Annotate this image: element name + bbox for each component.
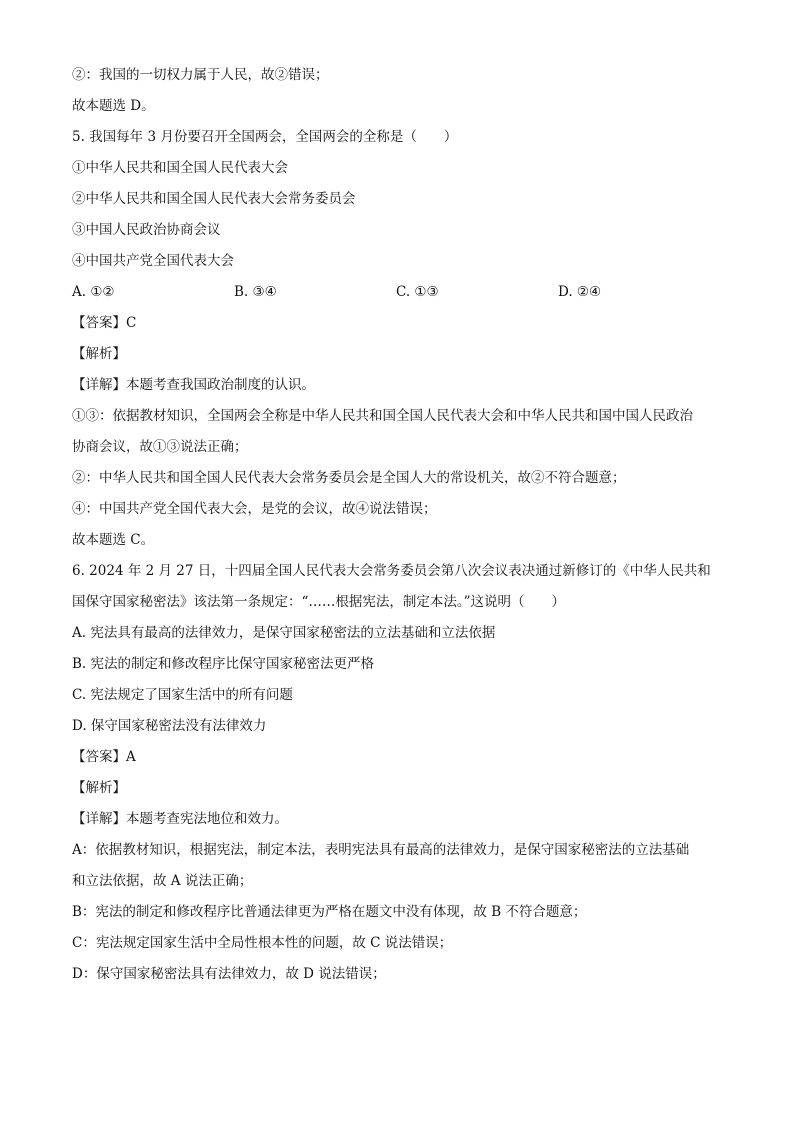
q6-option-d: D. 保守国家秘密法没有法律效力 bbox=[72, 718, 267, 734]
q5-explain-4: ④：中国共产党全国代表大会，是党的会议，故④说法错误； bbox=[72, 501, 437, 517]
q6-explain-3: B：宪法的制定和修改程序比普通法律更为严格在题文中没有体现，故 B 不符合题意； bbox=[72, 904, 587, 920]
q5-option-a: A. ①② bbox=[72, 284, 115, 300]
prev-explain-line: ②：我国的一切权力属于人民，故②错误； bbox=[72, 67, 329, 83]
q5-option-c: C. ①③ bbox=[396, 284, 439, 300]
q6-explain-2: 和立法依据，故 A 说法正确； bbox=[72, 873, 253, 889]
q5-explain-1: ①③：依据教材知识，全国两会全称是中华人民共和国全国人民代表大会和中华人民共和国中国人民政治 bbox=[72, 408, 693, 424]
q5-conclusion: 故本题选 C。 bbox=[72, 532, 155, 548]
q5-answer: 【答案】C bbox=[72, 315, 137, 331]
q6-detail: 【详解】本题考查宪法地位和效力。 bbox=[72, 811, 288, 827]
q6-option-c: C. 宪法规定了国家生活中的所有问题 bbox=[72, 687, 293, 703]
q5-explain-3: ②：中华人民共和国全国人民代表大会常务委员会是全国人大的常设机关，故②不符合题意； bbox=[72, 470, 626, 486]
q6-option-b: B. 宪法的制定和修改程序比保守国家秘密法更严格 bbox=[72, 656, 375, 672]
q5-item-4: ④中国共产党全国代表大会 bbox=[72, 253, 234, 269]
q5-stem: 5. 我国每年 3 月份要召开全国两会，全国两会的全称是（ ） bbox=[72, 129, 458, 145]
q6-stem-line-1: 6. 2024 年 2 月 27 日，十四届全国人民代表大会常务委员会第八次会议表决通过新修订的《中华人民共和 bbox=[72, 563, 711, 579]
q6-explain-1: A：依据教材知识，根据宪法，制定本法，表明宪法具有最高的法律效力，是保守国家秘密法的立法基础 bbox=[72, 842, 690, 858]
prev-conclusion: 故本题选 D。 bbox=[72, 98, 155, 114]
q5-item-3: ③中国人民政治协商会议 bbox=[72, 222, 221, 238]
q5-explain-2: 协商会议，故①③说法正确； bbox=[72, 439, 248, 455]
q6-stem-line-2: 国保守国家秘密法》该法第一条规定：“……根据宪法，制定本法。”这说明（ ） bbox=[72, 594, 566, 610]
q5-detail: 【详解】本题考查我国政治制度的认识。 bbox=[72, 377, 315, 393]
q6-explain-5: D：保守国家秘密法具有法律效力，故 D 说法错误； bbox=[72, 966, 386, 982]
q5-option-b: B. ③④ bbox=[234, 284, 277, 300]
q5-item-1: ①中华人民共和国全国人民代表大会 bbox=[72, 160, 288, 176]
q5-options bbox=[72, 277, 732, 308]
q6-analysis-label: 【解析】 bbox=[72, 780, 126, 796]
q6-explain-4: C：宪法规定国家生活中全局性根本性的问题，故 C 说法错误； bbox=[72, 935, 453, 951]
q5-analysis-label: 【解析】 bbox=[72, 346, 126, 362]
q6-option-a: A. 宪法具有最高的法律效力，是保守国家秘密法的立法基础和立法依据 bbox=[72, 625, 496, 641]
q5-item-2: ②中华人民共和国全国人民代表大会常务委员会 bbox=[72, 191, 356, 207]
q6-answer: 【答案】A bbox=[72, 749, 136, 765]
q5-option-d: D. ②④ bbox=[558, 284, 602, 300]
document-page bbox=[72, 60, 732, 990]
